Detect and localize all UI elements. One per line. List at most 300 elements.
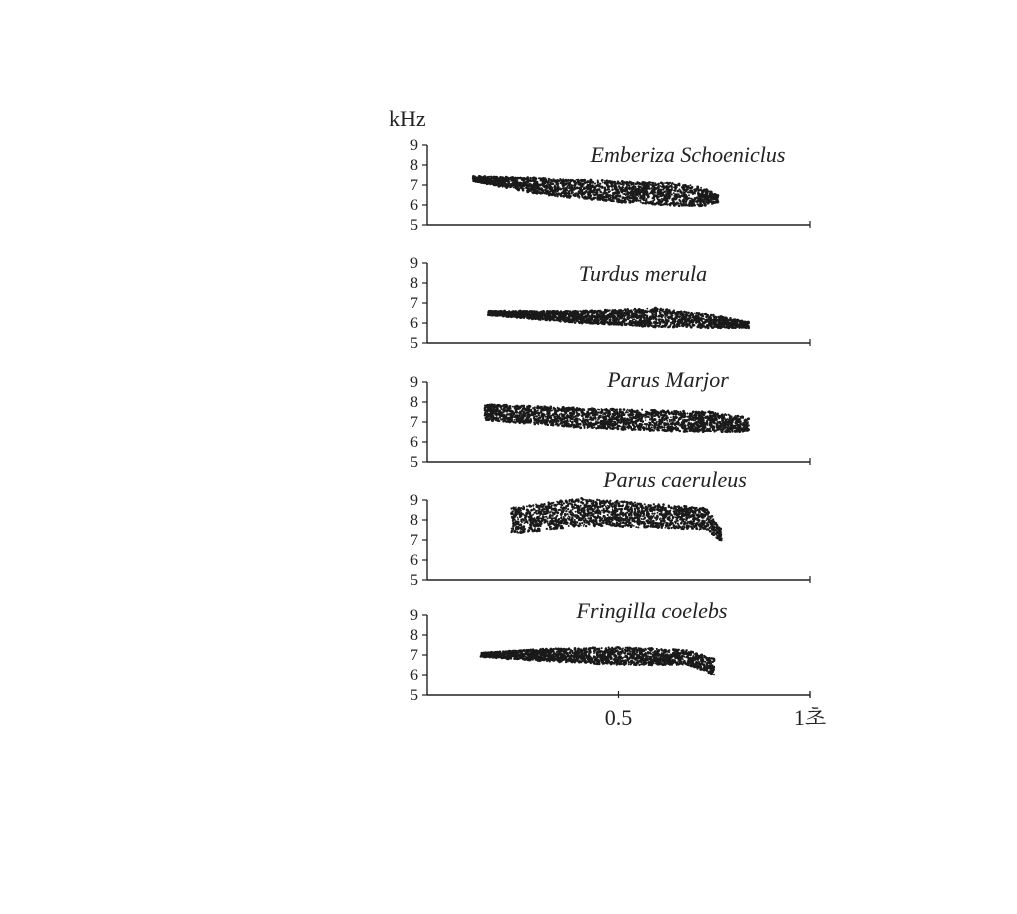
call-dot — [656, 201, 659, 204]
y-tick-label: 9 — [410, 137, 418, 154]
call-dot — [614, 197, 616, 199]
call-dot — [599, 316, 601, 318]
panel-3 — [410, 367, 810, 471]
call-dot — [716, 421, 718, 423]
call-dot — [563, 182, 565, 184]
call-dot — [558, 187, 561, 190]
call-dot — [605, 189, 607, 191]
call-dot — [642, 311, 645, 314]
call-dot — [522, 189, 525, 192]
call-dot — [684, 311, 686, 313]
call-dot — [507, 179, 510, 182]
call-dot — [557, 419, 559, 421]
call-dot — [589, 190, 592, 193]
call-dot — [612, 318, 614, 320]
call-dot — [597, 181, 599, 183]
call-dot — [560, 179, 562, 181]
call-dot — [535, 312, 538, 315]
call-dot — [634, 429, 636, 431]
call-dot — [582, 182, 584, 184]
call-dot — [698, 198, 700, 200]
call-dot — [605, 193, 607, 195]
call-dot — [697, 192, 699, 194]
call-dot — [609, 318, 611, 320]
call-dot — [536, 186, 538, 188]
call-dot — [656, 322, 658, 324]
call-dot — [520, 177, 523, 180]
call-dot — [544, 192, 547, 195]
call-dot — [661, 314, 664, 317]
call-dot — [723, 318, 726, 321]
call-dot — [555, 181, 557, 183]
call-dot — [683, 201, 685, 203]
call-dot — [558, 316, 560, 318]
call-dot — [627, 412, 629, 414]
call-dot — [528, 312, 531, 315]
call-dot — [602, 322, 604, 324]
call-dot — [660, 181, 663, 184]
call-dot — [599, 195, 601, 197]
call-dot — [529, 179, 532, 182]
call-dot — [617, 195, 619, 197]
call-dot — [681, 325, 683, 327]
call-dot — [713, 321, 715, 323]
call-dot — [709, 316, 711, 318]
call-dot — [495, 310, 497, 312]
call-dot — [655, 318, 658, 321]
call-dot — [494, 178, 497, 181]
y-tick-label: 5 — [410, 217, 418, 234]
call-dot — [586, 312, 588, 314]
call-dot — [698, 189, 701, 192]
call-dot — [637, 199, 639, 201]
call-dot — [705, 190, 708, 193]
call-dot — [673, 318, 675, 320]
call-dot — [560, 316, 563, 319]
call-dot — [624, 309, 626, 311]
call-dot — [570, 195, 572, 197]
call-dot — [663, 186, 666, 189]
call-dot — [689, 191, 691, 193]
call-dot — [600, 415, 602, 417]
call-dot — [668, 196, 670, 198]
call-dot — [693, 192, 695, 194]
call-dot — [589, 187, 592, 190]
call-dot — [540, 313, 542, 315]
call-dot — [690, 198, 692, 200]
call-dot — [710, 314, 713, 317]
call-dot — [738, 319, 740, 321]
call-dot — [696, 325, 699, 328]
call-dot — [584, 193, 586, 195]
call-dot — [675, 198, 677, 200]
call-dot — [704, 204, 706, 206]
call-dot — [487, 179, 490, 182]
call-dot — [633, 318, 635, 320]
call-dot — [697, 318, 699, 320]
y-tick-label: 8 — [410, 394, 418, 411]
call-dot — [574, 183, 577, 186]
call-dot — [498, 313, 500, 315]
call-dot — [671, 322, 674, 325]
call-dot — [528, 185, 531, 188]
call-dot — [614, 311, 616, 313]
call-dot — [683, 318, 685, 320]
call-dot — [594, 194, 596, 196]
call-dot — [673, 192, 675, 194]
call-dot — [617, 310, 620, 313]
call-dot — [550, 193, 552, 195]
call-dot — [744, 326, 746, 328]
call-dot — [550, 317, 552, 319]
call-dot — [544, 317, 546, 319]
call-dot — [614, 186, 616, 188]
call-dot — [536, 187, 538, 189]
call-dot — [665, 182, 667, 184]
call-dot — [693, 317, 695, 319]
y-tick-label: 5 — [410, 454, 418, 471]
call-dot — [684, 319, 687, 322]
call-dot — [640, 183, 643, 186]
call-dot — [581, 192, 583, 194]
call-dot — [625, 195, 627, 197]
call-dot — [558, 314, 561, 317]
call-dot — [650, 316, 652, 318]
call-dot — [572, 194, 575, 197]
call-dot — [519, 310, 522, 313]
call-dot — [626, 191, 628, 193]
call-dot — [650, 322, 652, 324]
call-dot — [538, 191, 541, 194]
call-dot — [548, 184, 551, 187]
call-dot — [546, 310, 548, 312]
call-dot — [532, 177, 535, 180]
call-dot — [670, 324, 672, 326]
call-dot — [555, 192, 557, 194]
call-dot — [717, 327, 719, 329]
call-dot — [519, 316, 521, 318]
call-dot — [489, 313, 491, 315]
call-dot — [603, 315, 606, 318]
call-dot — [736, 322, 739, 325]
call-dot — [673, 325, 675, 327]
call-dot — [550, 312, 552, 314]
call-dot — [641, 196, 644, 199]
call-dot — [717, 316, 719, 318]
call-dot — [580, 321, 582, 323]
call-dot — [662, 311, 664, 313]
call-dot — [676, 318, 678, 320]
call-dot — [694, 189, 697, 192]
call-dot — [583, 186, 585, 188]
call-dot — [496, 183, 498, 185]
call-dot — [662, 319, 664, 321]
call-dot — [548, 316, 550, 318]
panel-title: Turdus merula — [578, 261, 708, 286]
call-dot — [703, 318, 705, 320]
call-dot — [701, 204, 703, 206]
call-dot — [509, 177, 511, 179]
call-dot — [624, 200, 627, 203]
call-dot — [683, 184, 686, 187]
call-dot — [705, 325, 707, 327]
call-dot — [687, 199, 689, 201]
call-dot — [696, 312, 698, 314]
call-dot — [633, 190, 635, 192]
call-dot — [629, 186, 631, 188]
call-dot — [643, 191, 645, 193]
call-dot — [708, 319, 710, 321]
call-dot — [737, 325, 740, 328]
call-dot — [659, 311, 661, 313]
call-dot — [720, 326, 722, 328]
call-dot — [653, 191, 656, 194]
call-dot — [658, 183, 660, 185]
call-dot — [552, 318, 555, 321]
call-dot — [554, 185, 556, 187]
call-dot — [662, 309, 664, 311]
call-dot — [568, 310, 570, 312]
call-dot — [630, 190, 633, 193]
call-dot — [499, 310, 502, 313]
call-dot — [706, 201, 708, 203]
panel-title: Emberiza Schoeniclus — [590, 142, 786, 167]
call-dot — [597, 194, 599, 196]
call-dot — [509, 312, 511, 314]
call-dot — [716, 195, 719, 198]
call-dot — [641, 323, 643, 325]
call-dot — [642, 189, 645, 192]
call-dot — [662, 204, 664, 206]
call-dot — [608, 195, 611, 198]
call-dot — [606, 180, 609, 183]
call-band — [472, 175, 719, 207]
call-dot — [634, 186, 637, 189]
call-dot — [555, 317, 557, 319]
call-dot — [679, 188, 681, 190]
y-unit-label: kHz — [389, 106, 426, 131]
call-dot — [575, 192, 577, 194]
call-dot — [586, 321, 589, 324]
call-dot — [664, 311, 667, 314]
call-dot — [624, 315, 626, 317]
call-dot — [538, 313, 540, 315]
call-dot — [644, 324, 646, 326]
call-dot — [569, 186, 572, 189]
call-dot — [644, 186, 646, 188]
call-dot — [625, 186, 627, 188]
call-dot — [607, 185, 610, 188]
panel-2 — [410, 255, 810, 352]
call-dot — [658, 319, 661, 322]
call-dot — [571, 185, 573, 187]
call-dot — [582, 312, 584, 314]
call-dot — [660, 308, 662, 310]
call-dot — [726, 317, 728, 319]
call-dot — [593, 187, 596, 190]
call-dot — [697, 187, 699, 189]
call-dot — [522, 310, 524, 312]
call-dot — [567, 313, 569, 315]
call-dot — [586, 196, 588, 198]
y-tick-label: 5 — [410, 335, 418, 352]
call-dot — [516, 179, 518, 181]
y-tick-label: 7 — [410, 414, 418, 431]
call-dot — [628, 314, 630, 316]
call-dot — [604, 318, 606, 320]
call-dot — [541, 179, 543, 181]
call-dot — [740, 320, 742, 322]
call-dot — [530, 311, 532, 313]
call-dot — [679, 325, 681, 327]
call-dot — [576, 186, 578, 188]
call-dot — [643, 193, 646, 196]
call-dot — [654, 203, 656, 205]
call-dot — [679, 195, 681, 197]
call-dot — [578, 197, 580, 199]
call-dot — [488, 176, 490, 178]
call-dot — [498, 179, 500, 181]
call-dot — [598, 185, 601, 188]
call-dot — [647, 323, 649, 325]
call-dot — [649, 309, 652, 312]
call-dot — [567, 320, 569, 322]
call-dot — [647, 321, 649, 323]
call-dot — [596, 320, 598, 322]
call-dot — [672, 182, 674, 184]
call-dot — [586, 181, 589, 184]
call-dot — [692, 324, 695, 327]
call-dot — [661, 186, 663, 188]
call-dot — [566, 196, 569, 199]
call-dot — [568, 192, 570, 194]
call-dot — [631, 315, 634, 318]
call-dot — [677, 193, 679, 195]
call-dot — [479, 180, 482, 183]
call-dot — [667, 190, 670, 193]
call-dot — [705, 316, 707, 318]
call-dot — [672, 311, 675, 314]
panel-1 — [410, 137, 810, 234]
call-dot — [654, 310, 656, 312]
call-dot — [504, 313, 507, 316]
call-dot — [607, 199, 609, 201]
call-dot — [638, 192, 641, 195]
call-dot — [706, 188, 708, 190]
call-dot — [705, 416, 707, 418]
y-tick-label: 7 — [410, 295, 418, 312]
call-dot — [683, 203, 685, 205]
call-dot — [590, 310, 592, 312]
call-dot — [689, 187, 691, 189]
call-dot — [665, 193, 667, 195]
call-dot — [619, 322, 621, 324]
call-dot — [615, 324, 617, 326]
call-dot — [665, 318, 667, 320]
call-dot — [652, 325, 655, 328]
call-dot — [592, 312, 594, 314]
call-dot — [681, 316, 683, 318]
call-dot — [639, 324, 641, 326]
call-dot — [730, 319, 733, 322]
call-dot — [546, 189, 548, 191]
call-dot — [630, 181, 633, 184]
call-dot — [526, 317, 528, 319]
call-dot — [678, 204, 681, 207]
call-dot — [579, 310, 581, 312]
call-dot — [601, 179, 604, 182]
call-dot — [489, 310, 491, 312]
call-dot — [678, 183, 681, 186]
call-dot — [571, 317, 573, 319]
call-dot — [587, 187, 590, 190]
call-dot — [698, 320, 700, 322]
call-dot — [624, 197, 626, 199]
call-dot — [614, 181, 616, 183]
call-dot — [503, 177, 506, 180]
call-dot — [687, 192, 689, 194]
call-dot — [492, 313, 494, 315]
call-dot — [568, 182, 570, 184]
call-dot — [557, 194, 559, 196]
call-dot — [602, 182, 604, 184]
call-dot — [569, 318, 571, 320]
call-dot — [591, 198, 593, 200]
panel-title: Parus Marjor — [607, 367, 729, 392]
call-dot — [605, 199, 608, 202]
call-dot — [702, 191, 705, 194]
call-dot — [662, 191, 664, 193]
call-dot — [746, 321, 749, 324]
call-dot — [727, 319, 730, 322]
y-tick-label: 9 — [410, 374, 418, 391]
call-dot — [612, 314, 614, 316]
call-dot — [578, 190, 581, 193]
call-dot — [535, 190, 537, 192]
call-dot — [482, 177, 484, 179]
call-dot — [484, 178, 486, 180]
call-dot — [539, 178, 541, 180]
call-dot — [629, 200, 631, 202]
call-dot — [546, 317, 548, 319]
call-dot — [686, 325, 688, 327]
call-dot — [567, 190, 569, 192]
call-dot — [654, 307, 657, 310]
call-dot — [602, 318, 604, 320]
call-dot — [621, 196, 624, 199]
call-dot — [644, 199, 646, 201]
call-dot — [602, 193, 604, 195]
call-dot — [571, 321, 574, 324]
call-dot — [682, 199, 685, 202]
call-dot — [511, 183, 514, 186]
y-tick-label: 6 — [410, 315, 418, 332]
call-dot — [611, 188, 613, 190]
call-dot — [597, 198, 600, 201]
call-dot — [506, 185, 509, 188]
call-dot — [590, 181, 592, 183]
call-dot — [601, 186, 603, 188]
call-dot — [517, 177, 520, 180]
call-dot — [651, 184, 653, 186]
call-dot — [475, 179, 477, 181]
call-dot — [681, 186, 683, 188]
call-dot — [623, 193, 625, 195]
call-dot — [724, 323, 726, 325]
call-dot — [579, 316, 581, 318]
call-dot — [561, 192, 563, 194]
call-dot — [603, 187, 605, 189]
